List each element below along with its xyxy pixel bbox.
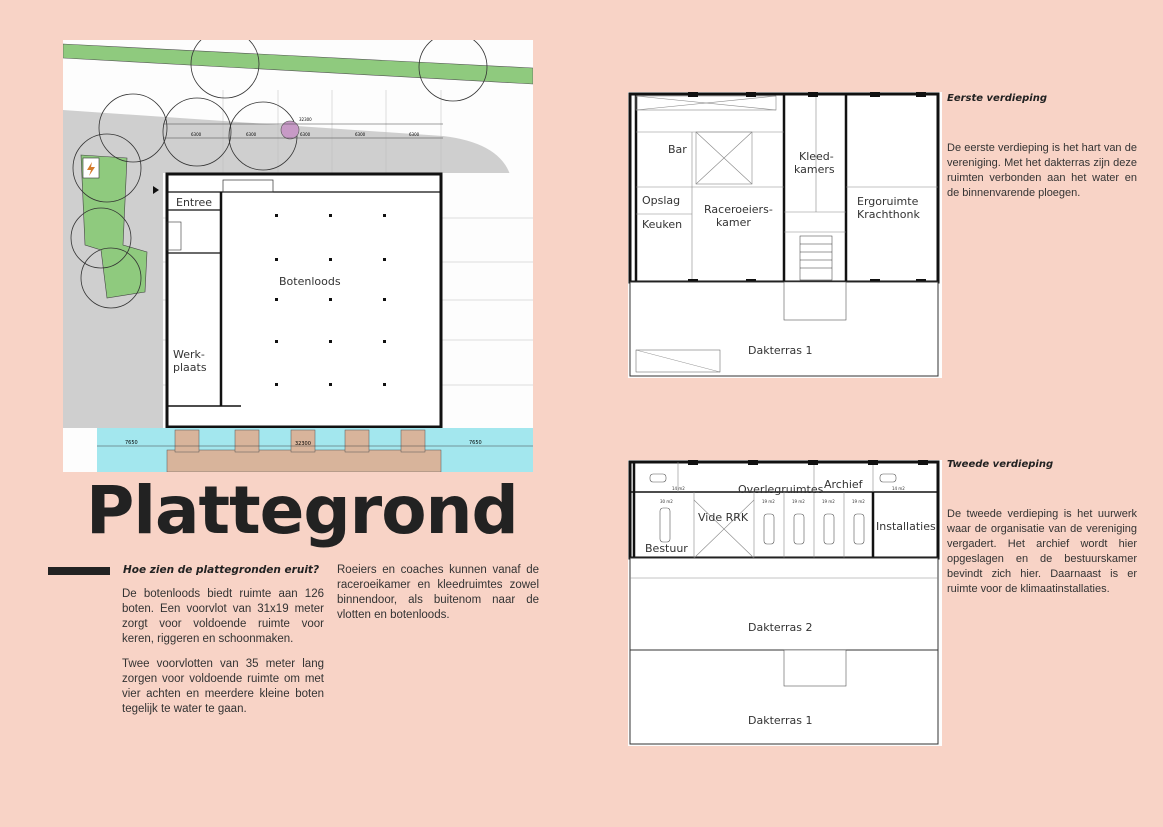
room-terrace-1: Dakterras 1: [748, 344, 813, 357]
room-terrace-1b: Dakterras 1: [748, 714, 813, 727]
room-meeting: Overlegruimtes: [738, 483, 824, 496]
dim-seg-a: 6300: [191, 132, 202, 137]
room-changing-2: kamers: [794, 163, 835, 176]
area-f: 14 m2: [672, 486, 685, 491]
label-boathouse: Botenloods: [279, 275, 341, 288]
dim-top: 32300: [299, 117, 312, 122]
label-workshop-2: plaats: [173, 361, 207, 374]
dim-right: 7650: [469, 440, 482, 446]
site-plan: [63, 40, 533, 472]
room-race-1: Raceroeiers-: [704, 203, 773, 216]
room-terrace-2: Dakterras 2: [748, 621, 813, 634]
area-d: 19 m2: [822, 499, 835, 504]
room-kitchen: Keuken: [642, 218, 683, 231]
intro-paragraph-2: Twee voorvlotten van 35 meter lang zorgen voor voldoende ruimte om met vier achten en meerdere kleine boten tegelijk te water te gaan.: [122, 658, 324, 715]
page-title: Plattegrond: [86, 472, 518, 549]
title-accent-bar: [48, 567, 110, 575]
room-void: Vide RRK: [698, 511, 749, 524]
intro-question: Hoe zien de plattegronden eruit?: [123, 564, 320, 576]
first-floor-heading: Eerste verdieping: [947, 93, 1048, 104]
first-floor-description: De eerste verdieping is het hart van de vereniging. Met het dakterras zijn deze ruimten verbonden aan het water en de binnenvarende ploegen.: [947, 142, 1137, 199]
second-floor-description: De tweede verdieping is het uurwerk waar de organisatie van de vereniging vergadert. Het archief wordt hier opgeslagen en de bestuurskamer bevindt zich hier. Daarnaast is er ruimte voor de klimaatinstallaties.: [947, 508, 1137, 595]
intro-paragraph-1: De botenloods biedt ruimte aan 126 boten. Een voorvlot van 31x19 meter zorgt voor voldoende ruimte voor keren, riggeren en schoonmaken.: [122, 588, 324, 645]
area-b: 19 m2: [762, 499, 775, 504]
room-archive: Archief: [824, 478, 863, 491]
area-a: 30 m2: [660, 499, 673, 504]
room-board: Bestuur: [645, 542, 688, 555]
area-g: 14 m2: [892, 486, 905, 491]
room-ergo-1: Ergoruimte: [857, 195, 919, 208]
room-installations: Installaties: [876, 520, 936, 533]
room-ergo-2: Krachthonk: [857, 208, 920, 221]
area-c: 19 m2: [792, 499, 805, 504]
room-race-2: kamer: [716, 216, 751, 229]
room-changing-1: Kleed-: [799, 150, 834, 163]
dim-seg-c: 6300: [300, 132, 311, 137]
room-storage: Opslag: [642, 194, 681, 207]
label-workshop-1: Werk-: [173, 348, 205, 361]
area-e: 19 m2: [852, 499, 865, 504]
room-bar: Bar: [668, 143, 687, 156]
dim-mid: 32300: [295, 441, 311, 447]
first-floor-plan: [628, 92, 942, 378]
label-entrance: Entree: [176, 196, 213, 209]
second-floor-heading: Tweede verdieping: [947, 459, 1054, 470]
dim-left: 7650: [125, 440, 138, 446]
second-floor-plan: [628, 460, 942, 746]
dim-seg-e: 6300: [409, 132, 420, 137]
dim-seg-b: 6300: [246, 132, 257, 137]
intro-paragraph-3: Roeiers en coaches kunnen vanaf de raceroeikamer en kleedruimtes zowel binnendoor, als buitenom naar de vlotten en botenloods.: [337, 564, 539, 621]
dim-seg-d: 6300: [355, 132, 366, 137]
